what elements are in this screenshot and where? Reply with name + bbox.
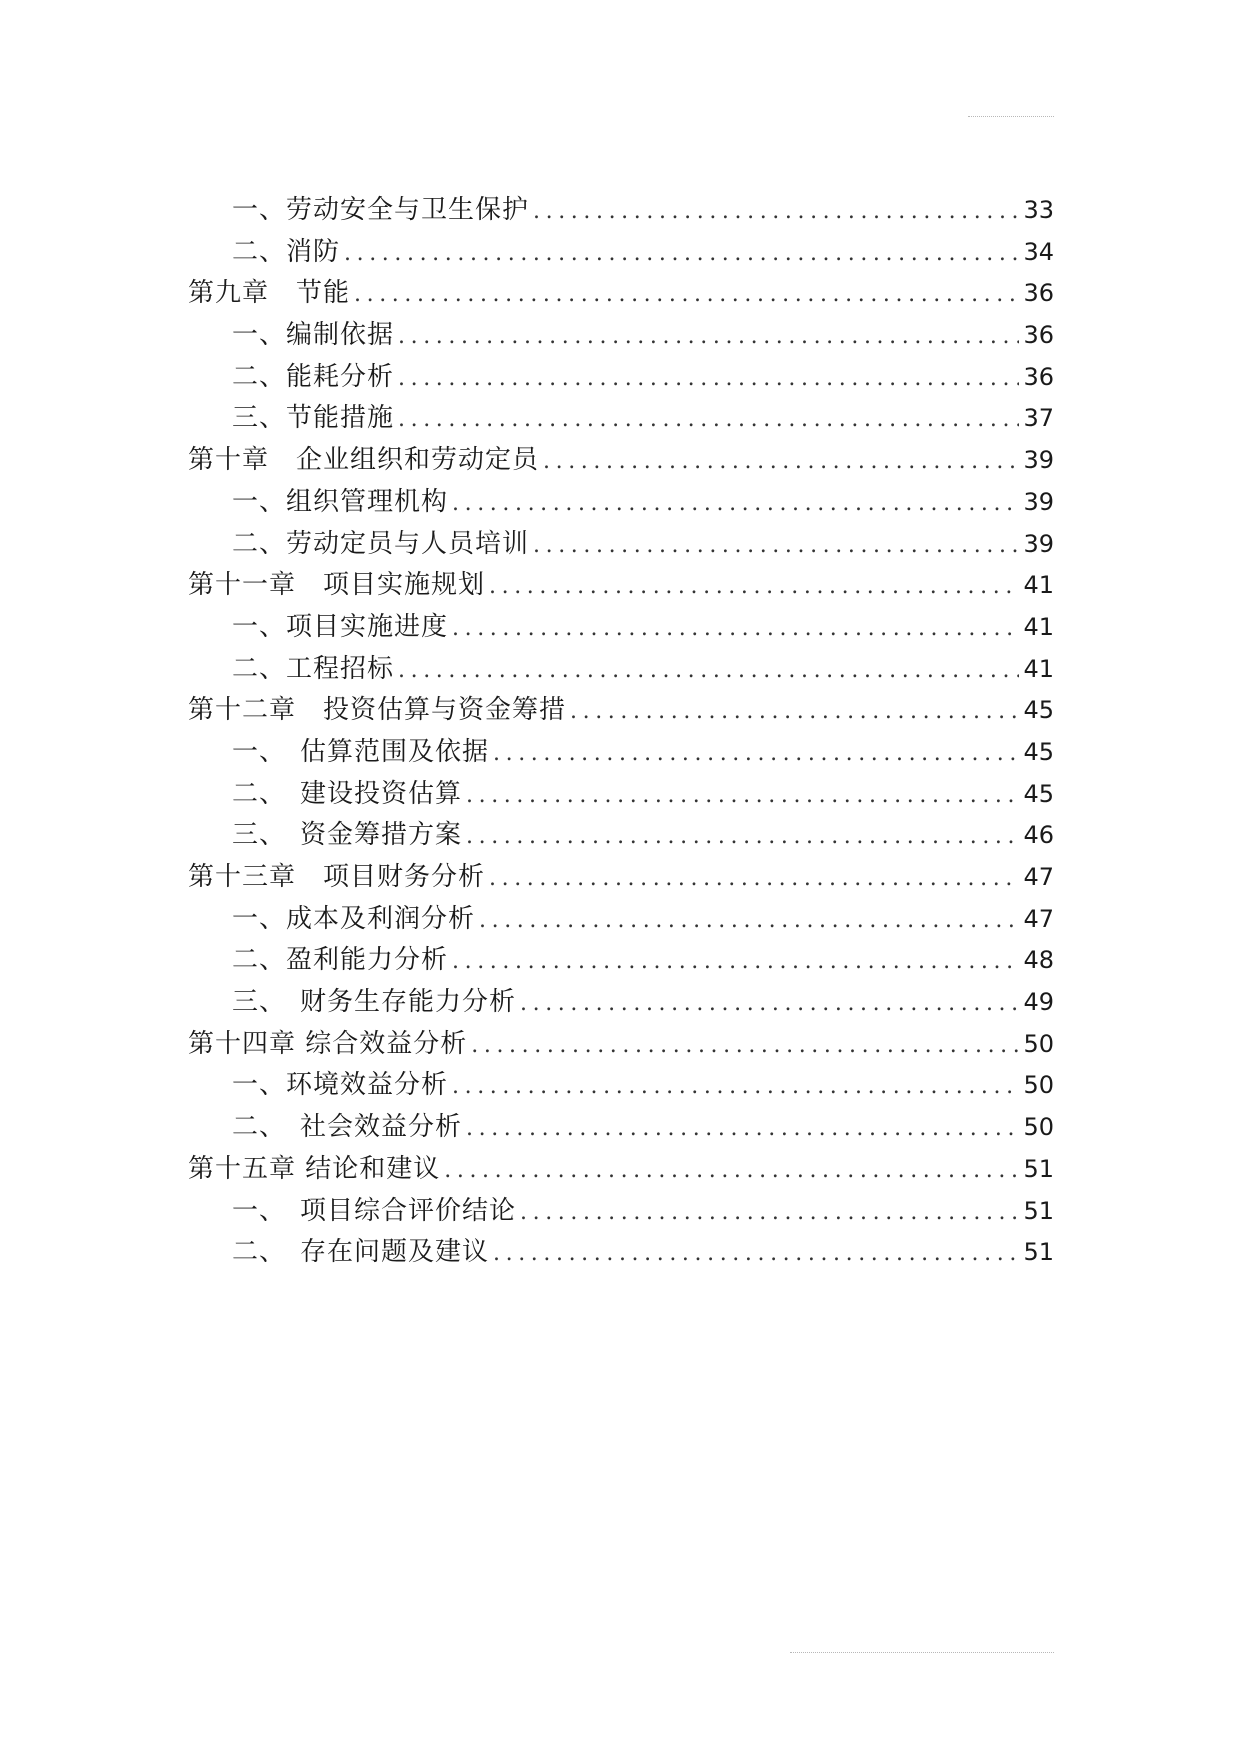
toc-entry[interactable] bbox=[188, 190, 1054, 232]
toc-entry-title: 二、 建设投资估算 bbox=[232, 778, 463, 809]
toc-entry-title: 二、 社会效益分析 bbox=[232, 1112, 463, 1143]
toc-dot-leader bbox=[520, 983, 1019, 1025]
toc-entry[interactable] bbox=[188, 232, 1054, 274]
toc-dot-leader bbox=[398, 358, 1019, 400]
toc-entry-page: 36 bbox=[1023, 362, 1054, 391]
toc-entry-title: 二、盈利能力分析 bbox=[232, 945, 449, 976]
toc-dot-leader bbox=[520, 1192, 1019, 1234]
toc-chapter-entry[interactable] bbox=[188, 565, 1054, 607]
toc-entry-page: 36 bbox=[1023, 321, 1054, 350]
toc-dot-leader bbox=[466, 775, 1019, 817]
toc-entry[interactable] bbox=[188, 940, 1054, 982]
toc-entry[interactable] bbox=[188, 315, 1054, 357]
toc-dot-leader bbox=[452, 1066, 1019, 1108]
toc-entry[interactable] bbox=[188, 482, 1054, 524]
toc-dot-leader bbox=[533, 191, 1019, 233]
toc-chapter-entry[interactable] bbox=[188, 690, 1054, 732]
toc-chapter-entry[interactable] bbox=[188, 1149, 1054, 1191]
toc-entry-page: 47 bbox=[1023, 904, 1054, 933]
toc-entry-title: 二、工程招标 bbox=[232, 653, 395, 684]
toc-entry-title: 第十三章 项目财务分析 bbox=[188, 862, 486, 892]
toc-dot-leader bbox=[444, 1150, 1019, 1192]
toc-dot-leader bbox=[489, 566, 1019, 608]
toc-entry[interactable] bbox=[188, 357, 1054, 399]
toc-entry-title: 三、 资金筹措方案 bbox=[232, 820, 463, 851]
toc-entry-page: 45 bbox=[1023, 779, 1054, 808]
toc-entry-title: 二、 存在问题及建议 bbox=[232, 1237, 490, 1268]
toc-entry-page: 51 bbox=[1023, 1154, 1054, 1183]
toc-entry-title: 第十五章 结论和建议 bbox=[188, 1153, 441, 1184]
toc-entry[interactable] bbox=[188, 774, 1054, 816]
toc-entry-title: 一、项目实施进度 bbox=[232, 611, 449, 642]
toc-entry-page: 50 bbox=[1023, 1029, 1054, 1058]
toc-entry-title: 一、 估算范围及依据 bbox=[232, 736, 490, 767]
toc-dot-leader bbox=[398, 399, 1019, 441]
toc-entry-page: 49 bbox=[1023, 988, 1054, 1017]
toc-entry-title: 第十二章 投资估算与资金筹措 bbox=[188, 695, 567, 726]
toc-entry[interactable] bbox=[188, 982, 1054, 1024]
toc-dot-leader bbox=[489, 858, 1019, 900]
toc-entry[interactable] bbox=[188, 649, 1054, 691]
toc-entry-page: 46 bbox=[1023, 821, 1054, 850]
toc-entry[interactable] bbox=[188, 1232, 1054, 1274]
toc-entry[interactable] bbox=[188, 815, 1054, 857]
toc-dot-leader bbox=[452, 483, 1019, 525]
toc-entry-page: 39 bbox=[1023, 487, 1054, 516]
toc-entry-page: 50 bbox=[1023, 1071, 1054, 1100]
toc-entry-page: 51 bbox=[1023, 1196, 1054, 1225]
toc-entry-title: 一、环境效益分析 bbox=[232, 1070, 449, 1101]
toc-dot-leader bbox=[466, 816, 1019, 858]
toc-entry-page: 37 bbox=[1023, 404, 1054, 433]
toc-entry[interactable] bbox=[188, 1107, 1054, 1149]
toc-entry[interactable] bbox=[188, 1065, 1054, 1107]
toc-entry-page: 36 bbox=[1023, 279, 1054, 308]
toc-entry-title: 一、编制依据 bbox=[232, 320, 395, 351]
footer-dotted-rule bbox=[790, 1652, 1054, 1653]
toc-entry-title: 三、节能措施 bbox=[232, 403, 395, 434]
toc-entry-page: 34 bbox=[1023, 237, 1054, 266]
toc-entry[interactable] bbox=[188, 732, 1054, 774]
toc-entry-page: 51 bbox=[1023, 1238, 1054, 1267]
toc-entry-title: 二、能耗分析 bbox=[232, 361, 395, 392]
toc-entry-title: 第十一章 项目实施规划 bbox=[188, 570, 486, 601]
toc-entry-title: 一、成本及利润分析 bbox=[232, 903, 476, 934]
toc-entry[interactable] bbox=[188, 398, 1054, 440]
toc-entry-title: 第十四章 综合效益分析 bbox=[188, 1028, 468, 1059]
toc-dot-leader bbox=[466, 1108, 1019, 1150]
toc-entry-page: 39 bbox=[1023, 529, 1054, 558]
toc-entry-title: 一、劳动安全与卫生保护 bbox=[232, 195, 530, 225]
table-of-contents bbox=[188, 190, 1054, 1274]
toc-entry-page: 48 bbox=[1023, 946, 1054, 975]
header-dotted-rule bbox=[968, 116, 1054, 117]
toc-chapter-entry[interactable] bbox=[188, 857, 1054, 899]
toc-dot-leader bbox=[493, 733, 1019, 775]
toc-entry-page: 33 bbox=[1023, 196, 1054, 224]
toc-entry-page: 45 bbox=[1023, 737, 1054, 766]
toc-dot-leader bbox=[344, 233, 1019, 275]
toc-dot-leader bbox=[398, 316, 1019, 358]
toc-dot-leader bbox=[398, 650, 1019, 692]
toc-dot-leader bbox=[354, 274, 1019, 316]
toc-dot-leader bbox=[479, 900, 1019, 942]
toc-chapter-entry[interactable] bbox=[188, 1024, 1054, 1066]
toc-entry-page: 41 bbox=[1023, 571, 1054, 600]
toc-entry-page: 47 bbox=[1023, 863, 1054, 891]
toc-entry[interactable] bbox=[188, 1191, 1054, 1233]
toc-entry-title: 二、劳动定员与人员培训 bbox=[232, 528, 530, 559]
toc-entry-page: 45 bbox=[1023, 696, 1054, 725]
toc-entry-title: 一、 项目综合评价结论 bbox=[232, 1195, 517, 1226]
toc-dot-leader bbox=[570, 691, 1019, 733]
toc-entry-page: 50 bbox=[1023, 1113, 1054, 1142]
toc-entry-page: 39 bbox=[1023, 446, 1054, 475]
toc-entry-page: 41 bbox=[1023, 654, 1054, 683]
toc-entry[interactable] bbox=[188, 899, 1054, 941]
toc-entry-title: 一、组织管理机构 bbox=[232, 486, 449, 517]
toc-dot-leader bbox=[452, 608, 1019, 650]
toc-chapter-entry[interactable] bbox=[188, 273, 1054, 315]
toc-chapter-entry[interactable] bbox=[188, 440, 1054, 482]
toc-entry[interactable] bbox=[188, 524, 1054, 566]
toc-dot-leader bbox=[533, 525, 1019, 567]
toc-dot-leader bbox=[493, 1233, 1019, 1275]
toc-entry[interactable] bbox=[188, 607, 1054, 649]
toc-dot-leader bbox=[471, 1025, 1019, 1067]
toc-dot-leader bbox=[543, 441, 1019, 483]
toc-entry-title: 第九章 节能 bbox=[188, 278, 351, 309]
toc-dot-leader bbox=[452, 941, 1019, 983]
toc-entry-title: 第十章 企业组织和劳动定员 bbox=[188, 445, 540, 476]
toc-entry-page: 41 bbox=[1023, 612, 1054, 641]
toc-entry-title: 三、 财务生存能力分析 bbox=[232, 987, 517, 1018]
toc-entry-title: 二、消防 bbox=[232, 236, 341, 267]
